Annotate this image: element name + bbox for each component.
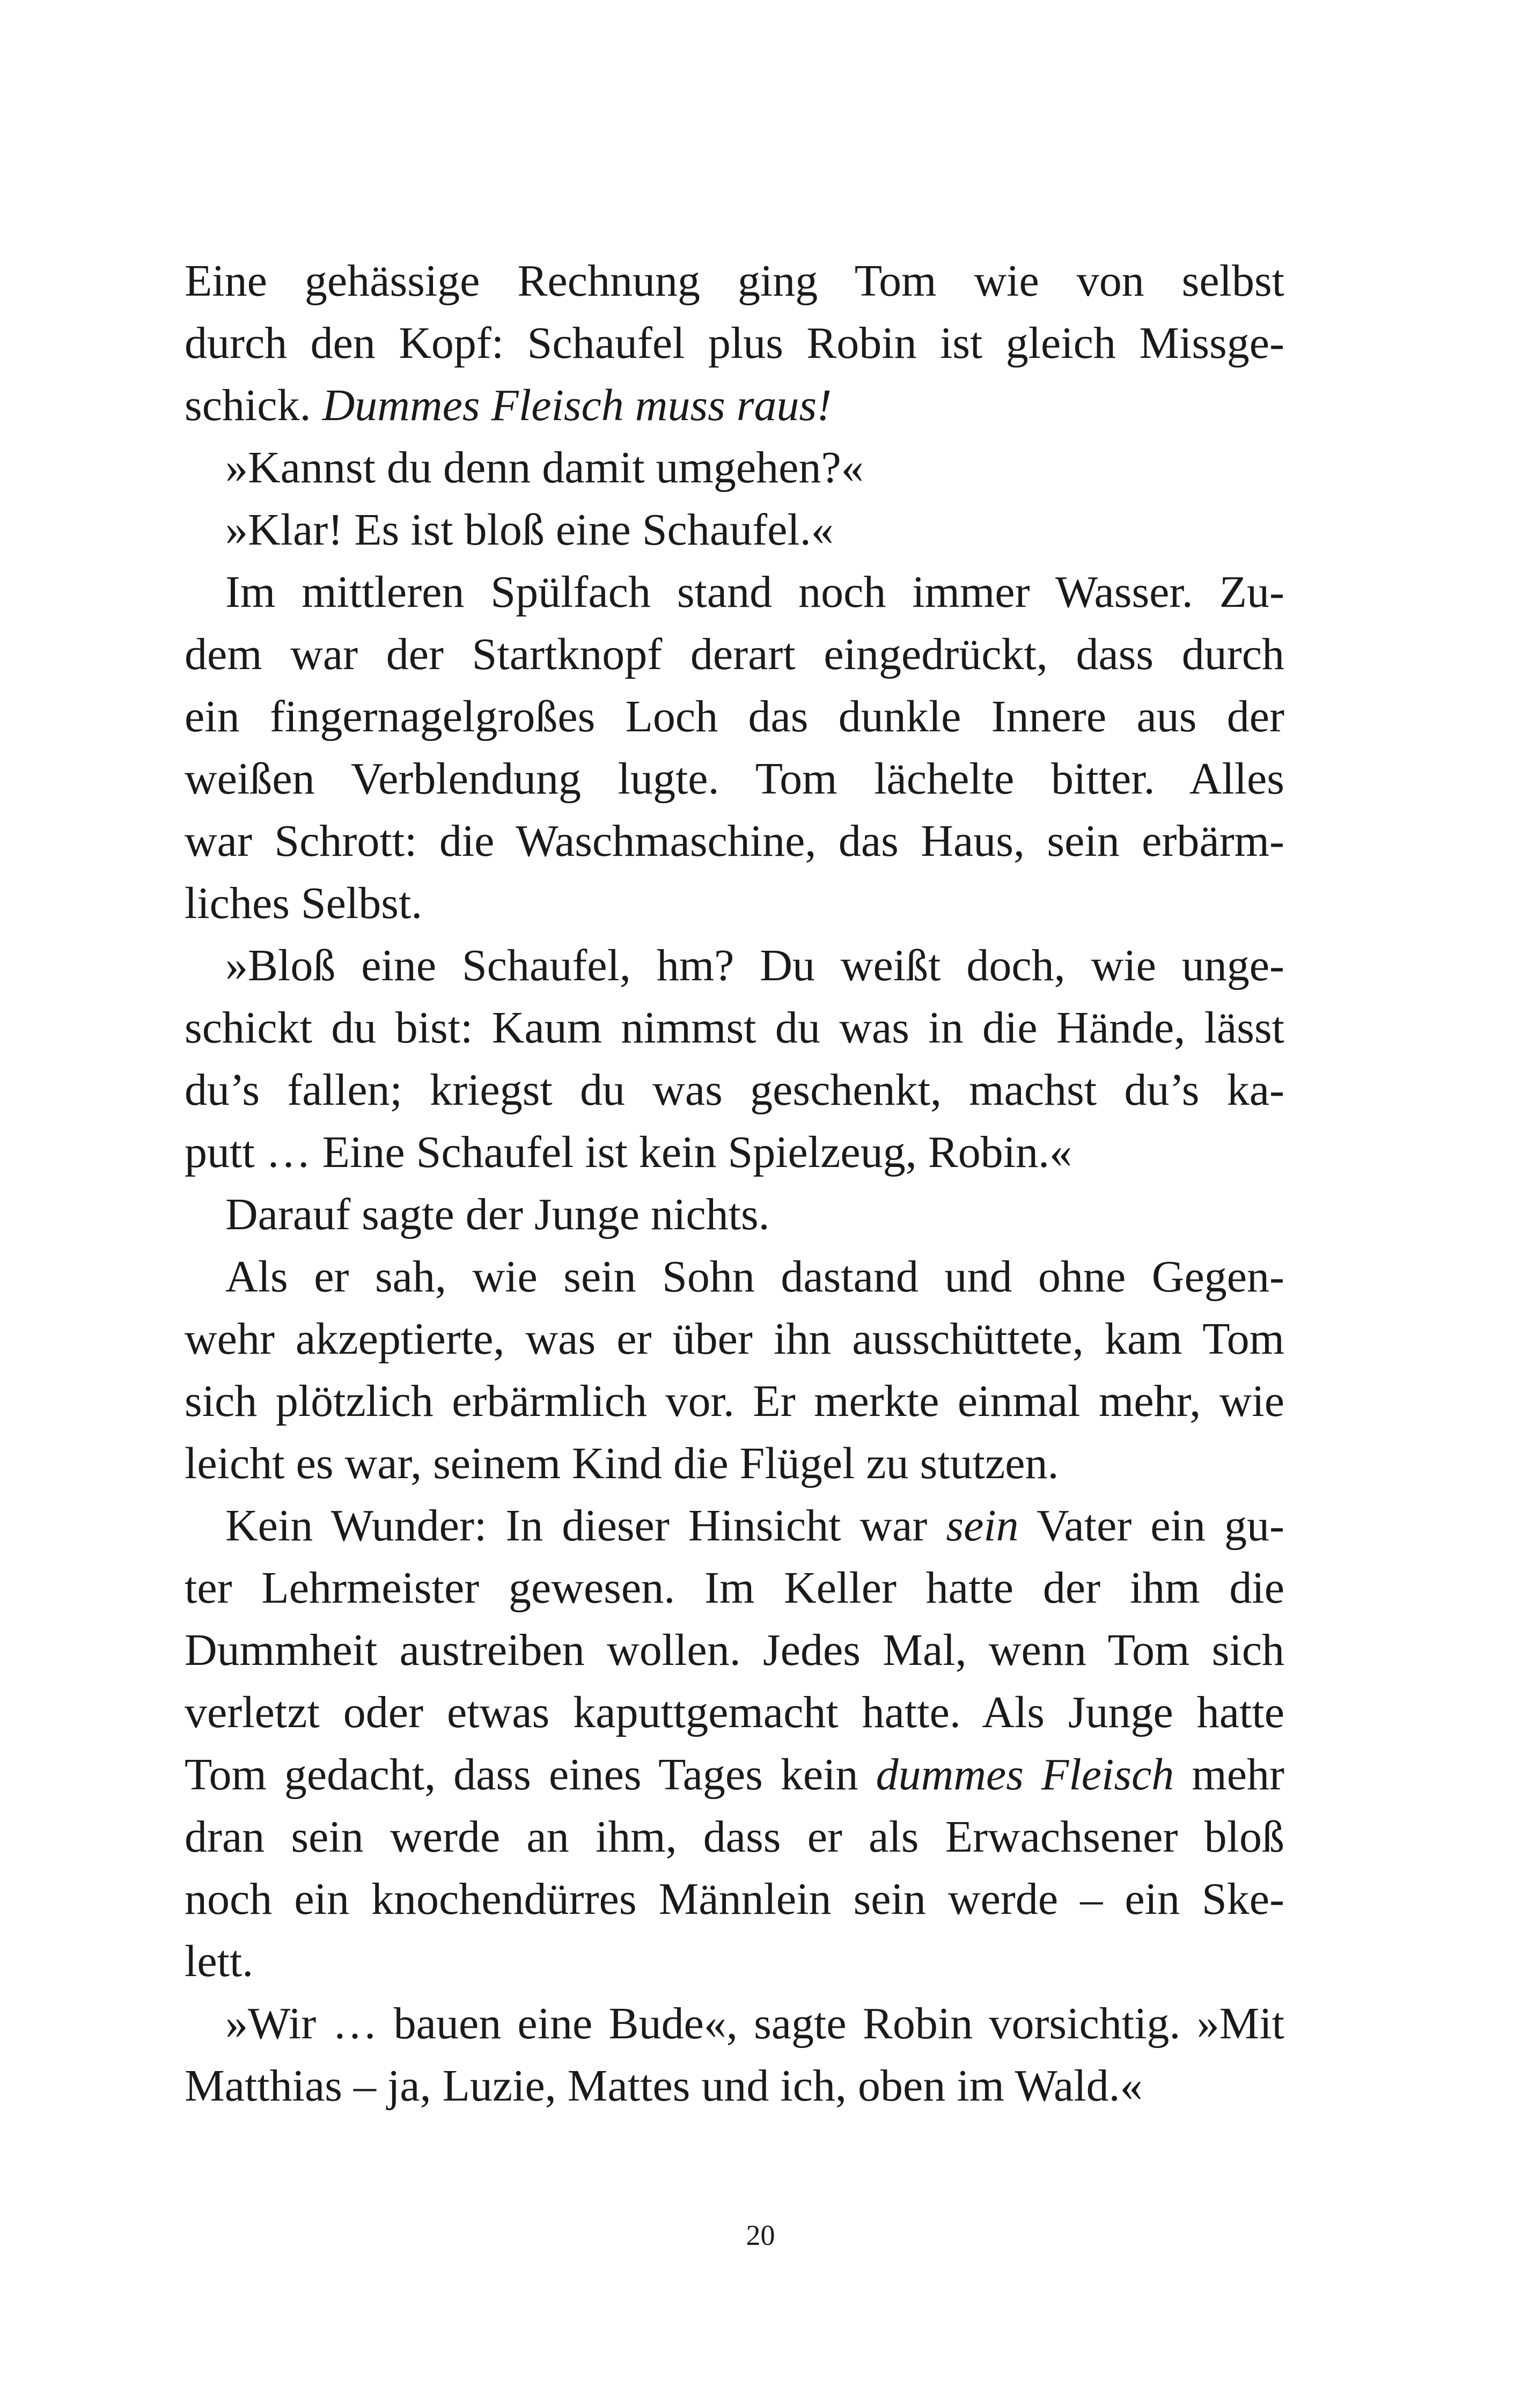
text-line bbox=[185, 1930, 1284, 1993]
text-line bbox=[185, 1059, 1284, 1121]
text-segment: mehr bbox=[1174, 1750, 1285, 1800]
text-segment: wehr akzeptierte, was er über ihn ausschüttete, kam Tom bbox=[185, 1314, 1284, 1364]
text-segment: Tom gedacht, dass eines Tages kein bbox=[185, 1750, 876, 1800]
text-segment: verletzt oder etwas kaputtgemacht hatte. Als Junge hatte bbox=[185, 1687, 1284, 1737]
text-segment: schick. bbox=[185, 380, 322, 430]
text-line bbox=[185, 623, 1284, 686]
text-segment: ein fingernagelgroßes Loch das dunkle Innere aus der bbox=[185, 692, 1284, 742]
text-segment: Kein Wunder: In dieser Hinsicht war bbox=[225, 1501, 946, 1551]
text-segment: »Wir … bauen eine Bude«, sagte Robin vorsichtig. »Mit bbox=[225, 1999, 1284, 2049]
text-line bbox=[185, 1246, 1284, 1308]
text-segment: Eine gehässige Rechnung ging Tom wie von selbst bbox=[185, 256, 1284, 306]
text-segment: »Kannst du denn damit umgehen?« bbox=[225, 443, 864, 493]
text-line bbox=[185, 312, 1284, 375]
text-line bbox=[185, 437, 1284, 499]
italic-text: sein bbox=[946, 1501, 1019, 1551]
text-segment: durch den Kopf: Schaufel plus Robin ist gleich Missge- bbox=[185, 318, 1284, 368]
text-line bbox=[185, 935, 1284, 997]
text-segment: dran sein werde an ihm, dass er als Erwachsener bloß bbox=[185, 1812, 1284, 1862]
text-segment: dem war der Startknopf derart eingedrückt, dass durch bbox=[185, 629, 1284, 679]
text-segment: putt … Eine Schaufel ist kein Spielzeug, Robin.« bbox=[185, 1127, 1072, 1177]
text-line bbox=[185, 1308, 1284, 1370]
text-line bbox=[185, 1868, 1284, 1930]
text-line bbox=[185, 2055, 1284, 2117]
text-line bbox=[185, 1370, 1284, 1433]
text-segment: du’s fallen; kriegst du was geschenkt, machst du’s ka- bbox=[185, 1065, 1284, 1115]
text-line bbox=[185, 1806, 1284, 1868]
text-segment: Darauf sagte der Junge nichts. bbox=[225, 1190, 770, 1239]
text-line bbox=[185, 499, 1284, 561]
text-line bbox=[185, 1682, 1284, 1744]
text-line bbox=[185, 250, 1284, 312]
text-line bbox=[185, 561, 1284, 623]
text-line bbox=[185, 1495, 1284, 1557]
body-text bbox=[185, 250, 1284, 2117]
text-line bbox=[185, 1619, 1284, 1682]
text-line bbox=[185, 1744, 1284, 1806]
text-segment: weißen Verblendung lugte. Tom lächelte bitter. Alles bbox=[185, 754, 1284, 804]
text-segment: schickt du bist: Kaum nimmst du was in die Hände, lässt bbox=[185, 1003, 1284, 1053]
italic-text: Dummes Fleisch muss raus! bbox=[322, 380, 832, 430]
text-line bbox=[185, 810, 1284, 872]
text-line bbox=[185, 748, 1284, 810]
text-segment: Matthias – ja, Luzie, Mattes und ich, oben im Wald.« bbox=[185, 2061, 1143, 2111]
page-number: 20 bbox=[746, 2219, 775, 2251]
text-segment: sich plötzlich erbärmlich vor. Er merkte einmal mehr, wie bbox=[185, 1376, 1284, 1426]
text-segment: »Klar! Es ist bloß eine Schaufel.« bbox=[225, 505, 834, 555]
text-segment: Dummheit austreiben wollen. Jedes Mal, wenn Tom sich bbox=[185, 1625, 1284, 1675]
text-segment: Als er sah, wie sein Sohn dastand und ohne Gegen- bbox=[225, 1252, 1284, 1302]
italic-text: dummes Fleisch bbox=[876, 1750, 1174, 1800]
text-segment: leicht es war, seinem Kind die Flügel zu stutzen. bbox=[185, 1438, 1059, 1488]
text-segment: Im mittleren Spülfach stand noch immer Wasser. Zu- bbox=[225, 567, 1284, 617]
text-segment: »Bloß eine Schaufel, hm? Du weißt doch, wie unge- bbox=[225, 941, 1284, 990]
text-line bbox=[185, 997, 1284, 1059]
text-segment: noch ein knochendürres Männlein sein werde – ein Ske- bbox=[185, 1874, 1284, 1924]
text-segment: war Schrott: die Waschmaschine, das Haus, sein erbärm- bbox=[185, 816, 1284, 866]
text-line bbox=[185, 1993, 1284, 2055]
text-segment: Vater ein gu- bbox=[1018, 1501, 1284, 1551]
text-line bbox=[185, 1121, 1284, 1184]
text-line bbox=[185, 872, 1284, 935]
text-line bbox=[185, 375, 1284, 437]
text-line bbox=[185, 1184, 1284, 1246]
text-line bbox=[185, 1557, 1284, 1619]
text-line bbox=[185, 686, 1284, 748]
text-segment: lett. bbox=[185, 1936, 254, 1986]
text-segment: ter Lehrmeister gewesen. Im Keller hatte der ihm die bbox=[185, 1563, 1284, 1613]
text-line bbox=[185, 1433, 1284, 1495]
text-segment: liches Selbst. bbox=[185, 878, 423, 928]
